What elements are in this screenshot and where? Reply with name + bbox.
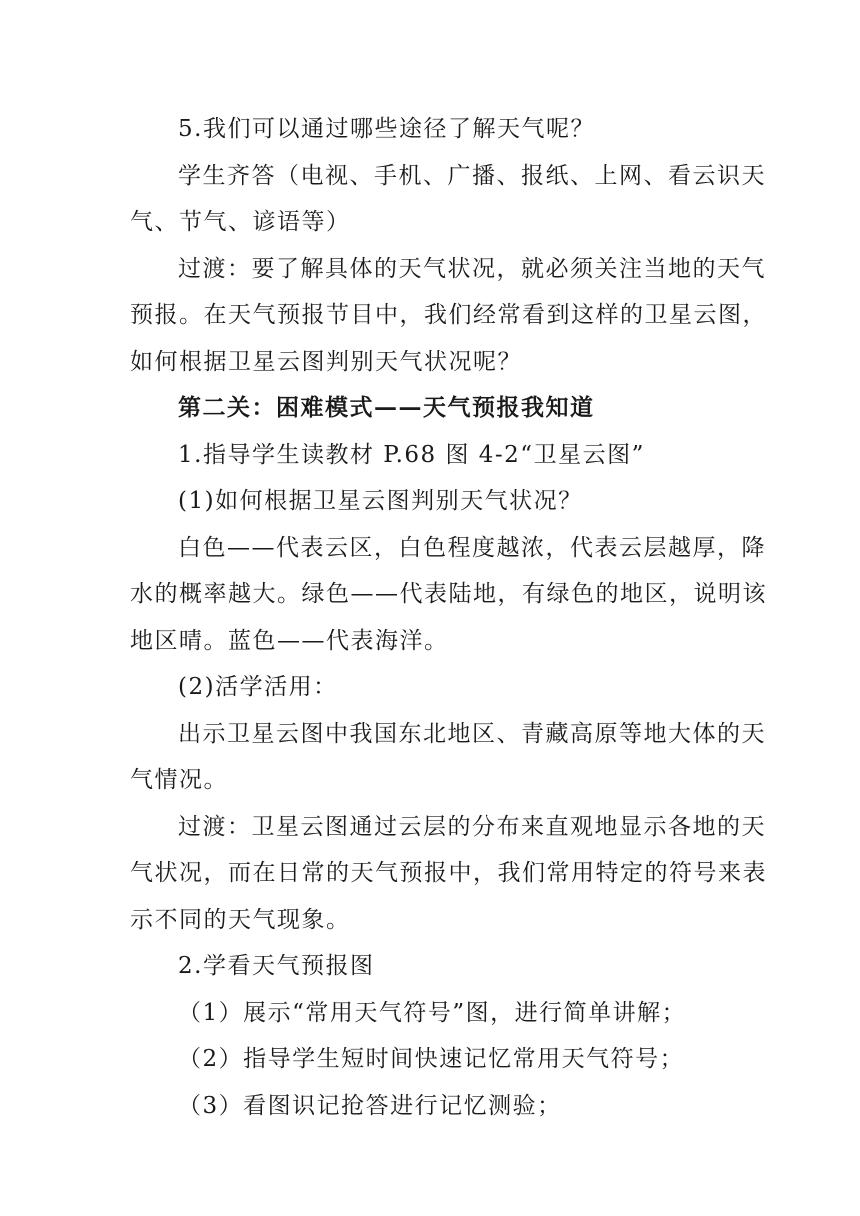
color-explanation-line-1: 白色——代表云区，白色程度越浓，代表云层越厚，降 xyxy=(178,535,766,561)
transition-1-line-2: 预报。在天气预报节目中，我们经常看到这样的卫星云图， xyxy=(130,302,767,328)
color-explanation-line-3: 地区晴。蓝色——代表海洋。 xyxy=(130,628,449,654)
transition-2-line-3: 示不同的天气现象。 xyxy=(130,907,351,933)
level-2-heading: 第二关：困难模式——天气预报我知道 xyxy=(178,394,595,421)
question-5: 5.我们可以通过哪些途径了解天气呢？ xyxy=(178,116,595,142)
student-answer-line-1: 学生齐答（电视、手机、广播、报纸、上网、看云识天 xyxy=(178,163,766,189)
student-answer-line-2: 气、节气、谚语等） xyxy=(130,209,351,235)
transition-1-line-1: 过渡：要了解具体的天气状况，就必须关注当地的天气 xyxy=(178,256,766,282)
activity-line-2: 气情况。 xyxy=(130,767,228,793)
transition-1-line-3: 如何根据卫星云图判别天气状况呢？ xyxy=(130,349,522,375)
step-2-item-1: （1）展示“常用天气符号”图，进行简单讲解； xyxy=(178,1000,687,1026)
activity-line-1: 出示卫星云图中我国东北地区、青藏高原等地大体的天 xyxy=(178,721,766,747)
step-1-heading: 1.指导学生读教材 P.68 图 4-2“卫星云图” xyxy=(178,442,645,468)
step-2-heading: 2.学看天气预报图 xyxy=(178,953,375,979)
sub-question-2: (2)活学活用： xyxy=(178,674,338,700)
sub-question-1: (1)如何根据卫星云图判别天气状况？ xyxy=(178,488,583,514)
transition-2-line-1: 过渡：卫星云图通过云层的分布来直观地显示各地的天 xyxy=(178,814,766,840)
transition-2-line-2: 气状况，而在日常的天气预报中，我们常用特定的符号来表 xyxy=(130,860,767,886)
step-2-item-2: （2）指导学生短时间快速记忆常用天气符号； xyxy=(178,1046,685,1072)
color-explanation-line-2: 水的概率越大。绿色——代表陆地，有绿色的地区，说明该 xyxy=(130,581,767,607)
step-2-item-3: （3）看图识记抢答进行记忆测验； xyxy=(178,1093,562,1119)
